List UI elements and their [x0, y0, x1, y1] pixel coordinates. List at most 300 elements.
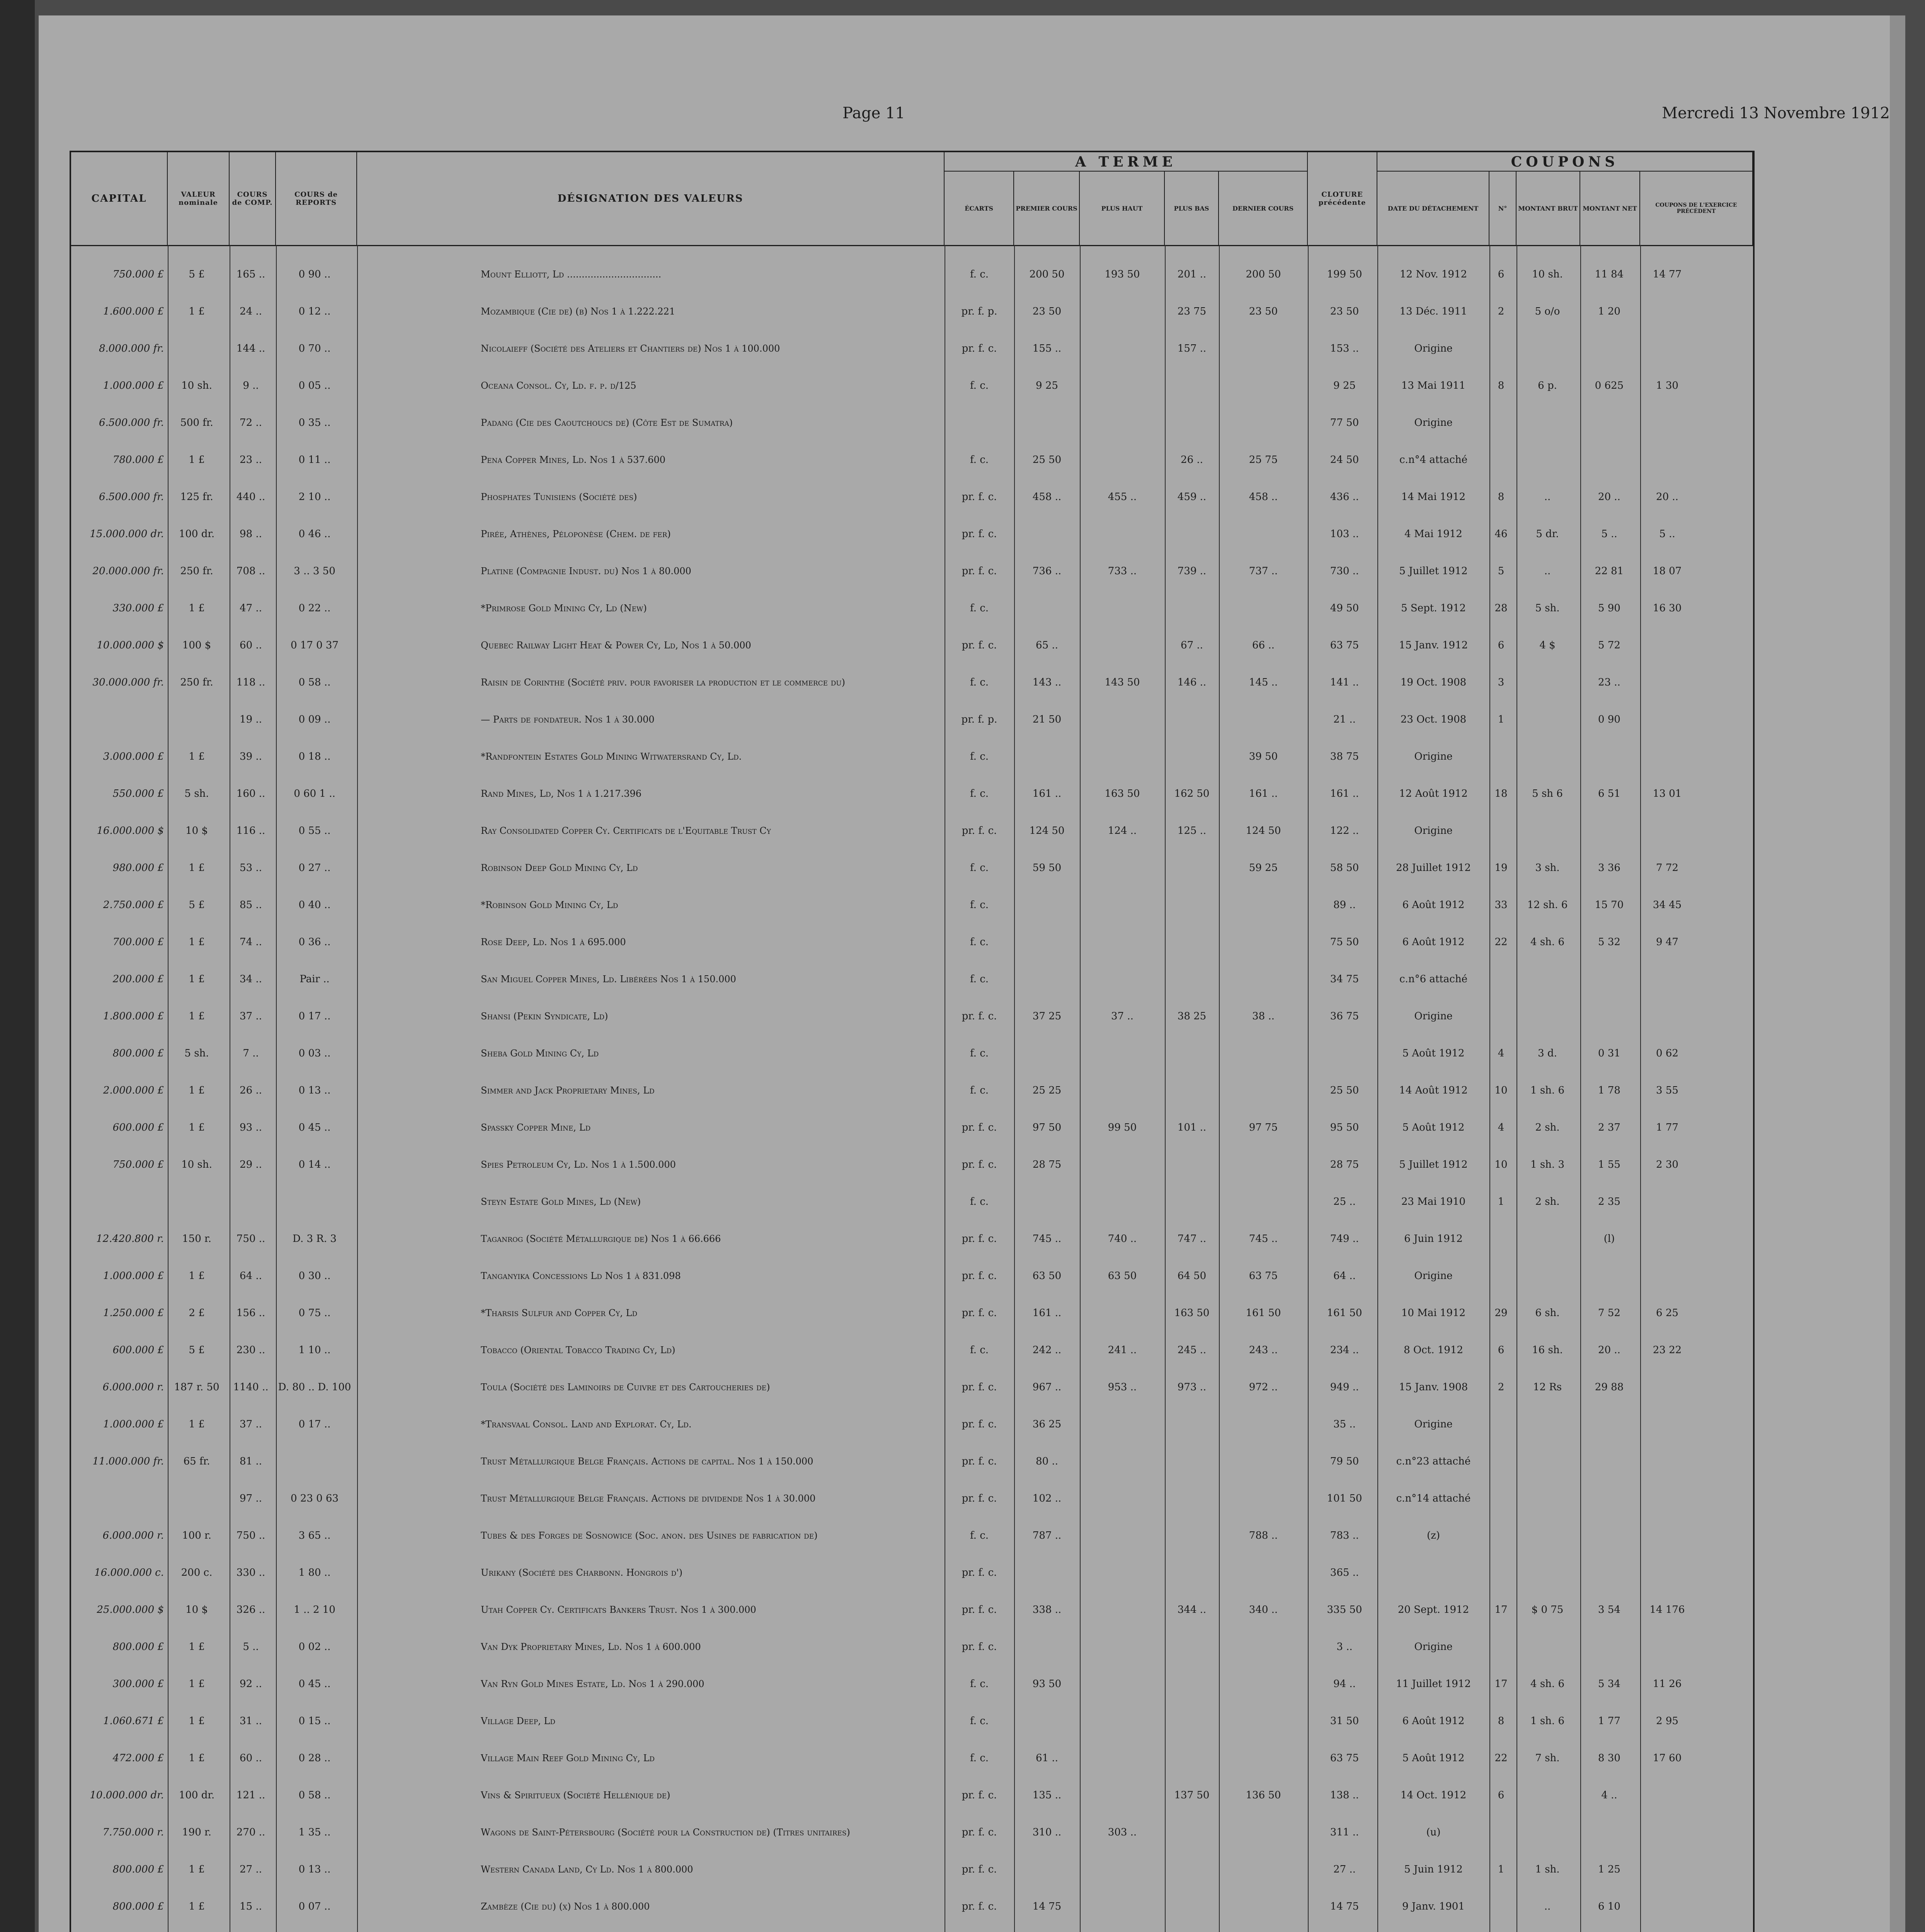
row-cours-comp: 750 .. — [236, 1233, 266, 1245]
row-montant-net: 20 .. — [1598, 491, 1620, 503]
row-capital: 6.500.000 fr. — [99, 417, 164, 429]
row-ecarts: pr. f. c. — [962, 1901, 997, 1912]
row-premier-cours: 80 .. — [1036, 1456, 1058, 1467]
table-row — [71, 1006, 1753, 1026]
row-ecarts: f. c. — [970, 1715, 989, 1727]
row-valeur: 5 £ — [189, 1344, 205, 1356]
row-cloture: 36 75 — [1330, 1010, 1359, 1022]
row-ecarts: f. c. — [970, 973, 989, 985]
row-date-detachement: 5 Juillet 1912 — [1399, 1159, 1468, 1170]
row-ecarts: pr. f. c. — [962, 565, 997, 577]
row-cloture: 23 50 — [1330, 306, 1359, 317]
row-ecarts: f. c. — [970, 862, 989, 874]
row-coupons-exercice: 1 30 — [1656, 380, 1678, 391]
row-designation: Village Deep, Ld — [481, 1716, 555, 1726]
page-date: Mercredi 13 Novembre 1912 — [1662, 104, 1890, 122]
row-cloture: 63 75 — [1330, 639, 1359, 651]
row-cours-comp: 64 .. — [240, 1270, 262, 1282]
row-date-detachement: Origine — [1414, 343, 1453, 354]
row-ecarts: pr. f. c. — [962, 1233, 997, 1245]
row-capital: 10.000.000 dr. — [90, 1789, 164, 1801]
row-capital: 6.000.000 r. — [102, 1381, 164, 1393]
row-date-detachement: (u) — [1426, 1827, 1441, 1838]
row-valeur: 1 £ — [189, 1678, 205, 1690]
row-montant-brut: .. — [1544, 491, 1551, 503]
row-cloture: 58 50 — [1330, 862, 1359, 874]
row-premier-cours: 310 .. — [1032, 1827, 1062, 1838]
row-date-detachement: 23 Oct. 1908 — [1400, 714, 1467, 725]
row-date-detachement: 13 Mai 1911 — [1401, 380, 1466, 391]
row-montant-brut: 5 sh. — [1535, 602, 1560, 614]
row-montant-brut: .. — [1544, 1901, 1551, 1912]
row-valeur: 1 £ — [189, 454, 205, 466]
row-capital: 8.000.000 fr. — [99, 343, 164, 354]
col-capital: CAPITAL — [71, 152, 168, 245]
row-designation: Mount Elliott, Ld ................................ — [481, 269, 662, 280]
row-reports: 0 70 .. — [298, 343, 331, 354]
row-cloture: 49 50 — [1330, 602, 1359, 614]
row-date-detachement: 12 Août 1912 — [1399, 788, 1468, 799]
row-reports: 0 90 .. — [298, 269, 331, 280]
row-capital: 15.000.000 dr. — [90, 528, 164, 540]
row-designation: Tanganyika Concessions Ld Nos 1 à 831.098 — [481, 1270, 681, 1281]
row-valeur: 1 £ — [189, 1085, 205, 1096]
table-row — [71, 1637, 1753, 1657]
row-premier-cours: 37 25 — [1032, 1010, 1062, 1022]
row-montant-brut: 5 dr. — [1536, 528, 1559, 540]
row-date-detachement: 14 Mai 1912 — [1401, 491, 1466, 503]
row-valeur: 1 £ — [189, 936, 205, 948]
row-reports: 0 58 .. — [298, 677, 331, 688]
row-valeur: 187 r. 50 — [174, 1381, 220, 1393]
row-dernier-cours: 243 .. — [1249, 1344, 1278, 1356]
row-plus-bas: 26 .. — [1181, 454, 1203, 466]
row-capital: 16.000.000 $ — [97, 825, 164, 837]
row-coupon-number: 1 — [1498, 1196, 1505, 1208]
row-designation: Rose Deep, Ld. Nos 1 à 695.000 — [481, 937, 626, 947]
row-capital: 800.000 £ — [112, 1048, 164, 1059]
row-capital: 3.000.000 £ — [103, 751, 164, 762]
col-date-detachement: DATE DU DÉTACHEMENT — [1377, 172, 1489, 245]
row-reports: 0 27 .. — [298, 862, 331, 874]
row-cloture: 94 .. — [1333, 1678, 1356, 1690]
row-valeur: 10 $ — [186, 1604, 208, 1616]
row-cours-comp: 15 .. — [240, 1901, 262, 1912]
row-designation: Ray Consolidated Copper Cy. Certificats de l'Equitable Trust Cy — [481, 825, 771, 836]
row-date-detachement: 14 Août 1912 — [1399, 1085, 1468, 1096]
col-designation: DÉSIGNATION DES VALEURS — [357, 152, 945, 245]
row-dernier-cours: 124 50 — [1246, 825, 1281, 837]
row-capital: 10.000.000 $ — [97, 639, 164, 651]
row-montant-net: 5 72 — [1598, 639, 1620, 651]
row-cours-comp: 98 .. — [240, 528, 262, 540]
row-cours-comp: 1140 .. — [233, 1381, 269, 1393]
row-valeur: 100 r. — [182, 1530, 211, 1541]
table-row — [71, 1488, 1753, 1509]
row-ecarts: pr. f. c. — [962, 1493, 997, 1504]
row-date-detachement: 5 Août 1912 — [1402, 1122, 1465, 1133]
row-ecarts: f. c. — [970, 788, 989, 799]
row-coupon-number: 1 — [1498, 1864, 1505, 1875]
row-plus-bas: 162 50 — [1174, 788, 1210, 799]
row-coupons-exercice: 23 22 — [1653, 1344, 1682, 1356]
row-montant-net: 1 25 — [1598, 1864, 1620, 1875]
row-reports: 0 23 0 63 — [290, 1493, 339, 1504]
row-cloture: 25 50 — [1330, 1085, 1359, 1096]
row-capital: 200.000 £ — [112, 973, 164, 985]
row-premier-cours: 338 .. — [1032, 1604, 1062, 1616]
row-premier-cours: 9 25 — [1036, 380, 1058, 391]
row-designation: Rand Mines, Ld, Nos 1 à 1.217.396 — [481, 788, 642, 799]
row-premier-cours: 745 .. — [1032, 1233, 1062, 1245]
row-ecarts: f. c. — [970, 1678, 989, 1690]
row-designation: — Parts de fondateur. Nos 1 à 30.000 — [481, 714, 655, 725]
col-numero: N° — [1489, 172, 1517, 245]
row-premier-cours: 155 .. — [1032, 343, 1062, 354]
row-montant-net: 1 78 — [1598, 1085, 1620, 1096]
row-coupon-number: 2 — [1498, 306, 1505, 317]
row-date-detachement: 5 Août 1912 — [1402, 1048, 1465, 1059]
row-plus-bas: 64 50 — [1177, 1270, 1207, 1282]
row-cloture: 749 .. — [1330, 1233, 1359, 1245]
row-cloture: 949 .. — [1330, 1381, 1359, 1393]
row-reports: 1 10 .. — [298, 1344, 331, 1356]
table-row — [71, 1526, 1753, 1546]
row-designation: Spassky Copper Mine, Ld — [481, 1122, 591, 1133]
row-plus-haut: 143 50 — [1105, 677, 1140, 688]
row-cloture: 95 50 — [1330, 1122, 1359, 1133]
row-ecarts: pr. f. c. — [962, 1604, 997, 1616]
row-capital: 550.000 £ — [112, 788, 164, 799]
row-ecarts: pr. f. c. — [962, 343, 997, 354]
row-valeur: 125 fr. — [180, 491, 213, 503]
row-ecarts: pr. f. c. — [962, 528, 997, 540]
col-premier: PREMIER COURS — [1014, 172, 1080, 245]
row-ecarts: f. c. — [970, 1048, 989, 1059]
row-date-detachement: Origine — [1414, 417, 1453, 429]
row-coupon-number: 4 — [1498, 1122, 1505, 1133]
row-montant-net: 0 625 — [1595, 380, 1624, 391]
row-date-detachement: 12 Nov. 1912 — [1399, 269, 1467, 280]
row-cours-comp: 92 .. — [240, 1678, 262, 1690]
row-coupon-number: 8 — [1498, 1715, 1505, 1727]
row-date-detachement: 5 Juillet 1912 — [1399, 565, 1468, 577]
row-ecarts: pr. f. c. — [962, 1270, 997, 1282]
row-plus-bas: 739 .. — [1177, 565, 1207, 577]
row-designation: *Randfontein Estates Gold Mining Witwatersrand Cy, Ld. — [481, 751, 742, 762]
row-capital: 1.060.671 £ — [103, 1715, 164, 1727]
row-premier-cours: 65 .. — [1036, 639, 1058, 651]
row-date-detachement: 19 Oct. 1908 — [1400, 677, 1467, 688]
row-designation: Tobacco (Oriental Tobacco Trading Cy, Ld) — [481, 1345, 676, 1355]
row-montant-net: 23 .. — [1598, 677, 1620, 688]
row-coupons-exercice: 7 72 — [1656, 862, 1678, 874]
row-ecarts: pr. f. c. — [962, 491, 997, 503]
table-row — [71, 301, 1753, 321]
row-reports: 0 17 .. — [298, 1010, 331, 1022]
row-plus-bas: 747 .. — [1177, 1233, 1207, 1245]
row-plus-bas: 67 .. — [1181, 639, 1203, 651]
table-row — [71, 1229, 1753, 1249]
row-dernier-cours: 745 .. — [1249, 1233, 1278, 1245]
row-designation: Trust Métallurgique Belge Français. Actions de dividende Nos 1 à 30.000 — [481, 1493, 816, 1504]
row-dernier-cours: 161 50 — [1246, 1307, 1281, 1319]
row-ecarts: f. c. — [970, 454, 989, 466]
row-montant-net: 11 84 — [1595, 269, 1624, 280]
row-cours-comp: 39 .. — [240, 751, 262, 762]
row-coupon-number: 19 — [1494, 862, 1508, 874]
row-cloture: 89 .. — [1333, 899, 1356, 911]
row-plus-bas: 245 .. — [1177, 1344, 1207, 1356]
row-plus-haut: 241 .. — [1108, 1344, 1137, 1356]
row-plus-haut: 733 .. — [1108, 565, 1137, 577]
table-row — [71, 635, 1753, 655]
row-cours-comp: 330 .. — [236, 1567, 266, 1578]
row-valeur: 1 £ — [189, 751, 205, 762]
row-valeur: 1 £ — [189, 1715, 205, 1727]
row-cours-comp: 270 .. — [236, 1827, 266, 1838]
row-ecarts: f. c. — [970, 751, 989, 762]
table-row — [71, 1266, 1753, 1286]
row-cours-comp: 7 .. — [243, 1048, 259, 1059]
row-cloture: 311 .. — [1330, 1827, 1359, 1838]
row-capital: 600.000 £ — [112, 1122, 164, 1133]
row-valeur: 1 £ — [189, 1418, 205, 1430]
row-montant-net: 5 34 — [1598, 1678, 1620, 1690]
row-premier-cours: 14 75 — [1032, 1901, 1062, 1912]
col-cloture: CLOTURE précédente — [1308, 152, 1377, 245]
row-montant-brut: .. — [1544, 565, 1551, 577]
row-reports: 2 10 .. — [298, 491, 331, 503]
row-coupon-number: 1 — [1498, 714, 1505, 725]
row-reports: 0 13 .. — [298, 1085, 331, 1096]
row-coupon-number: 5 — [1498, 565, 1505, 577]
row-coupons-exercice: 2 30 — [1656, 1159, 1678, 1170]
row-cours-comp: 53 .. — [240, 862, 262, 874]
row-coupon-number: 28 — [1494, 602, 1508, 614]
row-ecarts: pr. f. c. — [962, 1418, 997, 1430]
table-row — [71, 1748, 1753, 1768]
row-cloture: 335 50 — [1327, 1604, 1362, 1616]
row-cloture: 77 50 — [1330, 417, 1359, 429]
row-reports: 0 18 .. — [298, 751, 331, 762]
row-coupon-number: 2 — [1498, 1381, 1505, 1393]
row-plus-haut: 740 .. — [1108, 1233, 1137, 1245]
row-valeur: 1 £ — [189, 973, 205, 985]
row-coupon-number: 8 — [1498, 491, 1505, 503]
row-date-detachement: 5 Juin 1912 — [1404, 1864, 1463, 1875]
row-capital: 800.000 £ — [112, 1641, 164, 1653]
row-dernier-cours: 97 75 — [1249, 1122, 1278, 1133]
row-valeur: 200 c. — [181, 1567, 213, 1578]
row-reports: Pair .. — [300, 973, 330, 985]
row-dernier-cours: 340 .. — [1249, 1604, 1278, 1616]
row-capital: 1.000.000 £ — [103, 380, 164, 391]
row-reports: 0 14 .. — [298, 1159, 331, 1170]
row-valeur: 1 £ — [189, 1122, 205, 1133]
table-row — [71, 1155, 1753, 1175]
row-cours-comp: 74 .. — [240, 936, 262, 948]
row-cloture: 27 .. — [1333, 1864, 1356, 1875]
col-valeur: VALEUR nominale — [168, 152, 230, 245]
row-plus-haut: 163 50 — [1105, 788, 1140, 799]
row-valeur: 10 sh. — [181, 1159, 212, 1170]
row-montant-brut: 7 sh. — [1535, 1752, 1560, 1764]
row-cloture: 3 .. — [1336, 1641, 1353, 1653]
row-designation: San Miguel Copper Mines, Ld. Libérées Nos 1 à 150.000 — [481, 974, 736, 985]
row-designation: Pirée, Athènes, Péloponèse (Chem. de fer) — [481, 529, 671, 539]
row-ecarts: f. c. — [970, 1085, 989, 1096]
row-reports: 0 22 .. — [298, 602, 331, 614]
row-cours-comp: 708 .. — [236, 565, 266, 577]
row-montant-net: 1 55 — [1598, 1159, 1620, 1170]
row-designation: Trust Métallurgique Belge Français. Actions de capital. Nos 1 à 150.000 — [481, 1456, 814, 1467]
row-capital: 11.000.000 fr. — [92, 1456, 164, 1467]
row-reports: 0 45 .. — [298, 1122, 331, 1133]
row-coupon-number: 4 — [1498, 1048, 1505, 1059]
row-cours-comp: 230 .. — [236, 1344, 266, 1356]
row-cours-comp: 160 .. — [236, 788, 266, 799]
row-premier-cours: 93 50 — [1032, 1678, 1062, 1690]
row-reports: D. 80 .. D. 100 — [278, 1381, 351, 1393]
row-designation: Utah Copper Cy. Certificats Bankers Trust. Nos 1 à 300.000 — [481, 1604, 756, 1615]
row-montant-brut: $ 0 75 — [1531, 1604, 1564, 1616]
row-designation: *Robinson Gold Mining Cy, Ld — [481, 900, 618, 910]
row-cours-comp: 81 .. — [240, 1456, 262, 1467]
row-ecarts: f. c. — [970, 1752, 989, 1764]
row-capital: 750.000 £ — [112, 269, 164, 280]
row-designation: Western Canada Land, Cy Ld. Nos 1 à 800.000 — [481, 1864, 693, 1875]
row-date-detachement: (z) — [1427, 1530, 1440, 1541]
table-row — [71, 1711, 1753, 1731]
row-valeur: 190 r. — [182, 1827, 211, 1838]
row-plus-haut: 37 .. — [1111, 1010, 1134, 1022]
row-designation: Urikany (Société des Charbonn. Hongrois d') — [481, 1567, 683, 1578]
row-coupon-number: 22 — [1494, 1752, 1508, 1764]
row-cloture: 63 75 — [1330, 1752, 1359, 1764]
row-ecarts: f. c. — [970, 1530, 989, 1541]
row-capital: 2.000.000 £ — [103, 1085, 164, 1096]
row-ecarts: pr. f. c. — [962, 639, 997, 651]
row-cloture: 64 .. — [1333, 1270, 1356, 1282]
row-montant-brut: 5 o/o — [1535, 306, 1560, 317]
row-cours-comp: 156 .. — [236, 1307, 266, 1319]
quotation-table — [70, 151, 1755, 1932]
row-date-detachement: 10 Mai 1912 — [1401, 1307, 1466, 1319]
row-cloture: 161 50 — [1327, 1307, 1362, 1319]
row-coupon-number: 6 — [1498, 1789, 1505, 1801]
row-valeur: 2 £ — [189, 1307, 205, 1319]
row-plus-bas: 137 50 — [1174, 1789, 1210, 1801]
row-dernier-cours: 63 75 — [1249, 1270, 1278, 1282]
row-cloture: 199 50 — [1327, 269, 1362, 280]
page-edge — [1890, 15, 1905, 1932]
row-coupons-exercice: 3 55 — [1656, 1085, 1678, 1096]
row-montant-brut: 16 sh. — [1532, 1344, 1563, 1356]
table-row — [71, 1117, 1753, 1138]
row-cours-comp: 326 .. — [236, 1604, 266, 1616]
row-designation: Wagons de Saint-Pétersbourg (Société pour la Construction de) (Titres unitaires) — [481, 1827, 850, 1838]
row-dernier-cours: 458 .. — [1249, 491, 1278, 503]
row-ecarts: pr. f. c. — [962, 825, 997, 837]
row-designation: Simmer and Jack Proprietary Mines, Ld — [481, 1085, 655, 1096]
row-reports: 0 58 .. — [298, 1789, 331, 1801]
row-reports: 0 46 .. — [298, 528, 331, 540]
row-date-detachement: 11 Juillet 1912 — [1396, 1678, 1471, 1690]
row-premier-cours: 458 .. — [1032, 491, 1062, 503]
row-dernier-cours: 39 50 — [1249, 751, 1278, 762]
row-premier-cours: 23 50 — [1032, 306, 1062, 317]
table-row — [71, 487, 1753, 507]
row-montant-net: 4 .. — [1601, 1789, 1617, 1801]
row-valeur: 1 £ — [189, 1752, 205, 1764]
row-plus-bas: 459 .. — [1177, 491, 1207, 503]
row-cours-comp: 37 .. — [240, 1010, 262, 1022]
row-coupons-exercice: 2 95 — [1656, 1715, 1678, 1727]
row-coupons-exercice: 14 176 — [1649, 1604, 1685, 1616]
row-cours-comp: 121 .. — [236, 1789, 266, 1801]
row-cloture: 31 50 — [1330, 1715, 1359, 1727]
row-coupons-exercice: 0 62 — [1656, 1048, 1678, 1059]
row-ecarts: f. c. — [970, 677, 989, 688]
row-reports: 0 35 .. — [298, 417, 331, 429]
row-plus-haut: 193 50 — [1105, 269, 1140, 280]
row-date-detachement: Origine — [1414, 1010, 1453, 1022]
row-valeur: 1 £ — [189, 1864, 205, 1875]
row-premier-cours: 36 25 — [1032, 1418, 1062, 1430]
row-premier-cours: 25 25 — [1032, 1085, 1062, 1096]
row-cours-comp: 9 .. — [243, 380, 259, 391]
row-reports: 0 55 .. — [298, 825, 331, 837]
row-ecarts: f. c. — [970, 602, 989, 614]
row-valeur: 5 sh. — [184, 788, 209, 799]
row-cloture: 28 75 — [1330, 1159, 1359, 1170]
table-row — [71, 1600, 1753, 1620]
row-capital: 30.000.000 fr. — [92, 677, 164, 688]
row-coupon-number: 22 — [1494, 936, 1508, 948]
row-cours-comp: 60 .. — [240, 639, 262, 651]
row-designation: Pena Copper Mines, Ld. Nos 1 à 537.600 — [481, 454, 665, 465]
row-premier-cours: 63 50 — [1032, 1270, 1062, 1282]
row-coupon-number: 18 — [1494, 788, 1508, 799]
row-coupon-number: 6 — [1498, 1344, 1505, 1356]
row-designation: Steyn Estate Gold Mines, Ld (New) — [481, 1196, 641, 1207]
row-designation: Phosphates Tunisiens (Société des) — [481, 492, 637, 502]
col-plus-haut: PLUS HAUT — [1080, 172, 1165, 245]
row-cours-comp: 97 .. — [240, 1493, 262, 1504]
row-valeur: 250 fr. — [180, 565, 213, 577]
row-plus-bas: 157 .. — [1177, 343, 1207, 354]
row-coupon-number: 10 — [1494, 1159, 1508, 1170]
col-dernier: DERNIER COURS — [1219, 172, 1308, 245]
row-designation: Vins & Spiritueux (Société Hellénique de) — [481, 1790, 671, 1801]
row-valeur: 250 fr. — [180, 677, 213, 688]
row-cours-comp: 19 .. — [240, 714, 262, 725]
row-plus-bas: 973 .. — [1177, 1381, 1207, 1393]
row-dernier-cours: 38 .. — [1252, 1010, 1275, 1022]
row-capital: 1.600.000 £ — [103, 306, 164, 317]
row-ecarts: pr. f. c. — [962, 1307, 997, 1319]
row-reports: 0 60 1 .. — [294, 788, 335, 799]
row-montant-brut: 1 sh. 6 — [1530, 1715, 1564, 1727]
row-ecarts: pr. f. c. — [962, 1864, 997, 1875]
row-montant-net: 20 .. — [1598, 1344, 1620, 1356]
row-date-detachement: 15 Janv. 1908 — [1399, 1381, 1468, 1393]
row-reports: 0 13 .. — [298, 1864, 331, 1875]
row-montant-net: 0 31 — [1598, 1048, 1620, 1059]
row-designation: Quebec Railway Light Heat & Power Cy, Ld, Nos 1 à 50.000 — [481, 640, 751, 651]
row-designation: Village Main Reef Gold Mining Cy, Ld — [481, 1753, 655, 1764]
